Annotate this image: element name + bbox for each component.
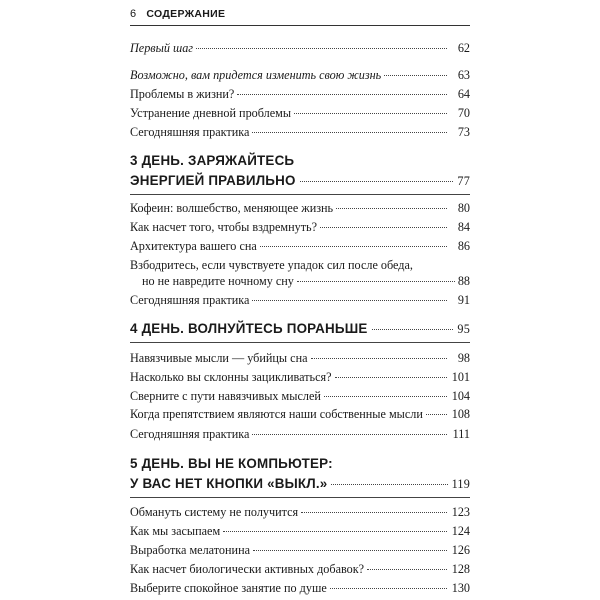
dot-leader <box>311 358 447 359</box>
toc-entry-label: Свернитe с пути навязчивых мыслей <box>130 389 321 403</box>
toc-entry-page: 126 <box>451 543 470 557</box>
toc-entry[interactable] <box>130 542 470 558</box>
dot-leader <box>252 300 447 301</box>
chapter-heading-line[interactable] <box>130 172 470 190</box>
dot-leader <box>223 531 447 532</box>
toc-entry-label: Когда препятствием являются наши собственные мысли <box>130 407 423 421</box>
page-header <box>130 3 470 26</box>
toc-entry-page: 98 <box>457 351 470 365</box>
toc-entry-page: 64 <box>457 87 470 101</box>
toc-entry[interactable] <box>130 350 470 366</box>
toc-entry-label: Насколько вы склонны зацикливаться? <box>130 370 332 384</box>
toc-entry[interactable] <box>130 369 470 385</box>
toc-entry-label: Взбодритесь, если чувствуете упадок сил после обеда, <box>130 258 413 272</box>
toc-entry[interactable] <box>130 219 470 235</box>
chapter-heading-text: ЭНЕРГИЕЙ ПРАВИЛЬНО <box>130 173 296 188</box>
toc-entry-page: 80 <box>457 201 470 215</box>
chapter-heading[interactable]: 5 ДЕНЬ. ВЫ НЕ КОМПЬЮТЕР: <box>130 456 333 471</box>
dot-leader <box>367 569 447 570</box>
toc-entry[interactable] <box>130 523 470 539</box>
dot-leader <box>372 329 454 330</box>
dot-leader <box>294 113 447 114</box>
toc-entry-continuation[interactable] <box>142 273 470 289</box>
divider <box>130 342 470 343</box>
toc-entry-label: Выберите спокойное занятие по душе <box>130 581 327 595</box>
dot-leader <box>252 434 447 435</box>
toc-entry-page: 130 <box>451 581 470 595</box>
toc-entry-page: 108 <box>451 407 470 421</box>
dot-leader <box>196 48 447 49</box>
toc-entry[interactable] <box>130 292 470 308</box>
toc-entry-label: Как насчет того, чтобы вздремнуть? <box>130 220 317 234</box>
toc-entry[interactable] <box>130 561 470 577</box>
divider <box>130 497 470 498</box>
toc-entry[interactable] <box>130 257 470 273</box>
toc-entry-page: 101 <box>451 370 470 384</box>
chapter-heading-text: У ВАС НЕТ КНОПКИ «ВЫКЛ.» <box>130 476 328 491</box>
dot-leader <box>384 75 447 76</box>
toc-entry-page: 91 <box>457 293 470 307</box>
chapter-heading-line[interactable] <box>130 475 470 493</box>
toc-entry-page: 111 <box>452 427 470 441</box>
toc-entry-label: Сегодняшняя практика <box>130 125 250 139</box>
toc-entry-label: Кофеин: волшебство, меняющее жизнь <box>130 201 334 215</box>
toc-entry[interactable] <box>130 406 470 422</box>
chapter-heading-line[interactable] <box>130 320 470 338</box>
toc-entry[interactable] <box>130 105 470 121</box>
dot-leader <box>426 414 447 415</box>
toc-entry-label: Обмануть систему не получится <box>130 505 299 519</box>
header-title: СОДЕРЖАНИЕ <box>146 8 226 20</box>
dot-leader <box>297 281 455 282</box>
chapter-heading[interactable]: 3 ДЕНЬ. ЗАРЯЖАЙТЕСЬ <box>130 153 295 168</box>
toc-entry[interactable] <box>130 238 470 254</box>
toc-entry[interactable] <box>130 504 470 520</box>
dot-leader <box>335 377 447 378</box>
toc-entry[interactable] <box>130 86 470 102</box>
chapter-heading-text: 4 ДЕНЬ. ВОЛНУЙТЕСЬ ПОРАНЬШЕ <box>130 321 368 336</box>
toc-entry-page: 124 <box>451 524 470 538</box>
toc-entry-label-cont: но не навредите ночному сну <box>142 274 294 288</box>
toc-entry-label: Архитектура вашего сна <box>130 239 257 253</box>
toc-entry-page: 62 <box>457 41 470 55</box>
toc-entry-page: 88 <box>457 274 470 288</box>
dot-leader <box>260 246 447 247</box>
toc-entry[interactable] <box>130 67 470 83</box>
dot-leader <box>300 181 454 182</box>
toc-entry-label: Выработка мелатонина <box>130 543 251 557</box>
toc-entry[interactable] <box>130 200 470 216</box>
toc-entry[interactable] <box>130 124 470 140</box>
toc-entry-label: Возможно, вам придется изменить свою жизнь <box>130 68 382 82</box>
page-number: 6 <box>130 8 137 20</box>
toc-entry[interactable] <box>130 40 470 56</box>
toc-entry-label: Как мы засыпаем <box>130 524 221 538</box>
toc-entry-label: Как насчет биологически активных добавок? <box>130 562 365 576</box>
toc-entry-page: 86 <box>457 239 470 253</box>
toc-entry-label: Сегодняшняя практика <box>130 293 250 307</box>
toc-entry-page: 123 <box>451 505 470 519</box>
chapter-page: 77 <box>457 174 470 188</box>
dot-leader <box>331 484 447 485</box>
dot-leader <box>253 550 447 551</box>
toc-entry[interactable] <box>130 388 470 404</box>
toc-entry-label: Сегодняшняя практика <box>130 427 250 441</box>
dot-leader <box>252 132 447 133</box>
toc-entry-page: 73 <box>457 125 470 139</box>
toc-entry-page: 84 <box>457 220 470 234</box>
toc-entry[interactable] <box>130 426 470 442</box>
toc-entry[interactable] <box>130 580 470 596</box>
dot-leader <box>336 208 447 209</box>
toc-entry-label: Навязчивые мысли — убийцы сна <box>130 351 308 365</box>
chapter-page: 119 <box>451 477 470 491</box>
toc-entry-page: 70 <box>457 106 470 120</box>
dot-leader <box>330 588 447 589</box>
toc-entry-label: Первый шаг <box>130 41 194 55</box>
dot-leader <box>320 227 447 228</box>
toc-entry-page: 63 <box>457 68 470 82</box>
toc-entry-label: Устранение дневной проблемы <box>130 106 292 120</box>
dot-leader <box>301 512 447 513</box>
toc-entry-label: Проблемы в жизни? <box>130 87 235 101</box>
chapter-page: 95 <box>457 322 470 336</box>
dot-leader <box>237 94 447 95</box>
toc-entry-page: 128 <box>451 562 470 576</box>
dot-leader <box>324 396 447 397</box>
toc-entry-page: 104 <box>451 389 470 403</box>
divider <box>130 194 470 195</box>
